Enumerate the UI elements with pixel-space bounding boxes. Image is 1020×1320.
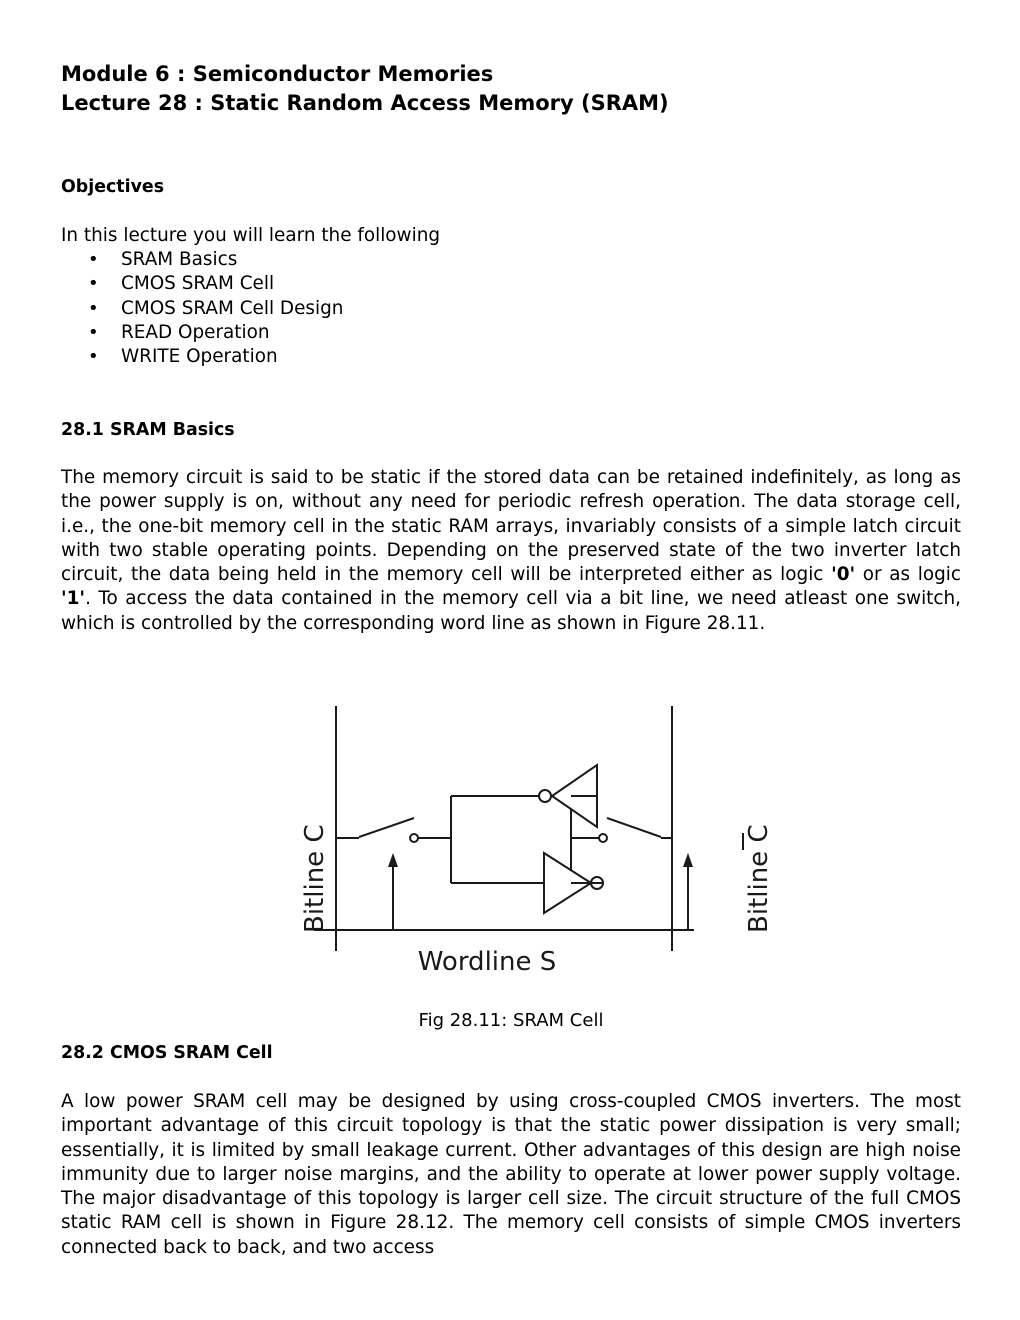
- cmos-sram-paragraph: A low power SRAM cell may be designed by using cross-coupled CMOS inverters. The most important advantage of this circuit topology is that the static power dissipation is very small; essentially, it is limited by small leakage current. Other advantages of this design are high noise immunity due to larger noise margins, and the ability to operate at lower power supply voltage. The major disadvantage of this topology is larger cell size. The circuit structure of the full CMOS static RAM cell is shown in Figure 28.12. The memory cell consists of simple CMOS inverters connected back to back, and two access: [61, 1091, 961, 1258]
- sram-cell-diagram: [279, 661, 774, 991]
- list-item: • READ Operation: [61, 321, 961, 345]
- bullet-icon: •: [88, 297, 99, 319]
- objectives-intro: In this lecture you will learn the following: [61, 225, 441, 246]
- wordline-label: Wordline S: [417, 947, 557, 977]
- objectives-list: [61, 248, 961, 369]
- left-switch-contact: [410, 834, 418, 842]
- bitline-right-bar-letter: C: [744, 824, 774, 843]
- logic-zero: '0': [831, 564, 856, 586]
- bullet-icon: •: [88, 249, 99, 270]
- bullet-icon: •: [88, 321, 99, 343]
- right-switch-contact: [599, 834, 607, 842]
- bitline-right-label: Bitline C: [744, 824, 774, 933]
- bitline-left-label: Bitline C: [300, 824, 330, 933]
- objectives-heading: Objectives: [61, 177, 165, 197]
- figure-caption: Fig 28.11: SRAM Cell: [418, 1010, 604, 1031]
- lecture-title: Lecture 28 : Static Random Access Memory (SRAM): [61, 91, 669, 115]
- bullet-icon: •: [88, 346, 99, 368]
- figure-background: [279, 661, 743, 991]
- section-heading-cmos-sram-cell: 28.2 CMOS SRAM Cell: [61, 1043, 273, 1063]
- sram-basics-paragraph: The memory circuit is said to be static if the stored data can be retained indefinitely, as long as the power supply is on, without any need for periodic refresh operation. The data storage cell, i.e., the one-bit memory cell in the static RAM arrays, invariably consists of a simple latch circuit with two stable operating points. Depending on the preserved state of the two inverter latch circuit, the data being held in the memory cell will be interpreted either as logic '0' or as logic '1'. To access the data contained in the memory cell via a bit line, we need atleast one switch, which is controlled by the corresponding word line as shown in Figure 28.11.: [61, 467, 961, 634]
- list-item: • CMOS SRAM Cell: [61, 272, 961, 296]
- sram-cell-figure: [279, 661, 774, 991]
- document-header: [61, 60, 669, 118]
- section-heading-sram-basics: 28.1 SRAM Basics: [61, 420, 235, 440]
- list-item: • WRITE Operation: [61, 345, 961, 369]
- top-inverter-bubble: [539, 790, 551, 802]
- logic-one: '1': [61, 588, 86, 610]
- bullet-icon: •: [88, 273, 99, 295]
- list-item: • CMOS SRAM Cell Design: [61, 297, 961, 321]
- list-item: • SRAM Basics: [61, 248, 961, 272]
- module-title: Module 6 : Semiconductor Memories: [61, 62, 494, 86]
